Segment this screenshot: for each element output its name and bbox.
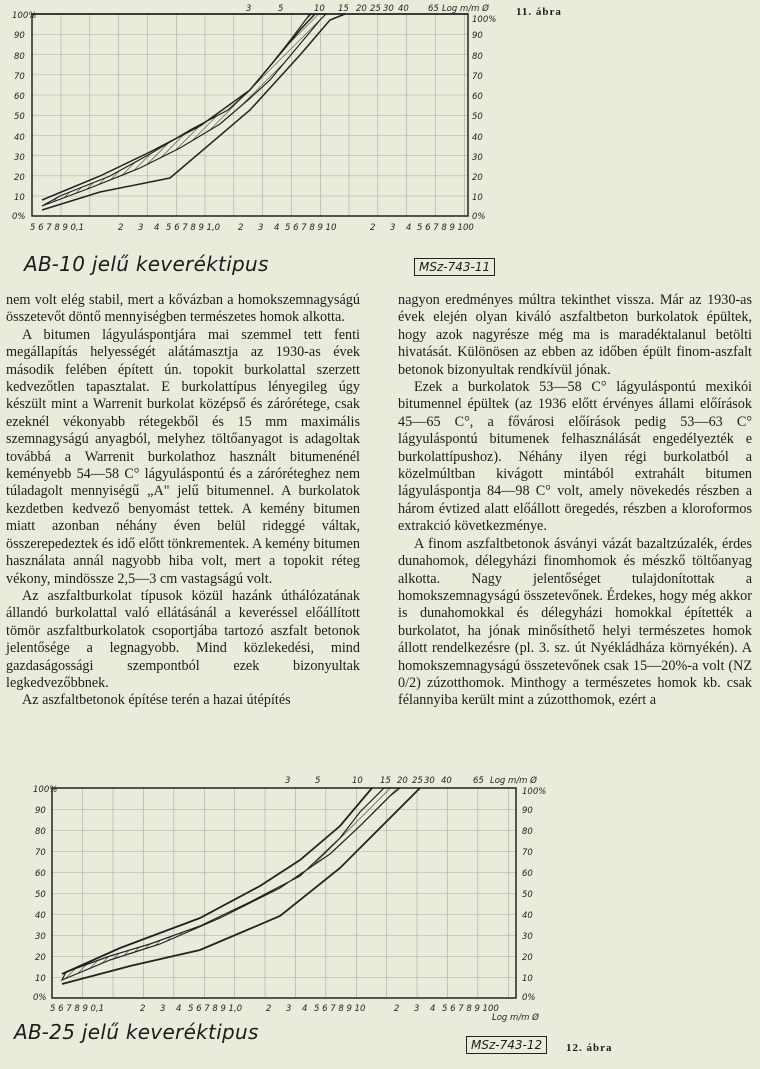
paragraph: Az aszfaltburkolat típusok közül hazánk úthálózatának állandó burkolattal való ellátásánál a keveréssel előállított tömör aszfaltburkolatok csoportjába tartozó aszfalt betonok jelentősége a legnagyobb. Mind közlekedési, mind gazdaságossági szempontból ezek bizonyultak legkedvezőbbnek.: [6, 587, 360, 691]
fig2-bottom-tick: 3: [414, 1004, 420, 1014]
fig2-top-tick: 40: [441, 776, 452, 786]
fig1-ytick-right: 70: [472, 72, 483, 82]
fig2-bottom-tick: 2: [394, 1004, 400, 1014]
fig1-ytick-right: 30: [472, 153, 483, 163]
paragraph: Az aszfaltbetonok építése terén a hazai útépítés: [22, 692, 291, 709]
fig2-ytick-right: 40: [522, 911, 533, 921]
fig1-ytick-right: 90: [472, 31, 483, 41]
fig2-ytick-right: 10: [522, 974, 533, 984]
fig1-bottom-tick: 3: [258, 223, 264, 233]
paragraph: nem volt elég stabil, mert a kővázban a homokszemnagyságú összetevőt döntő mennyiségben természetes homok alkotta.: [6, 292, 360, 326]
fig2-bottom-tick: 5 6 7 8 9 10: [314, 1004, 366, 1014]
paragraph: Ezek a burkolatok 53—58 C° lágyuláspontú mexikói bitumennel épültek (az 1936 előtt érvényes állami előírások 45—65 C°, a fővárosi előírások pedig 53—63 C° lágyuláspontú bitumenek felhasználását engedélyezték e burkolattípushoz). Néhány ilyen régi burkolatból a közelmúltban kivágott mintából extrahált bitumen lágyuláspontja 84—98 C° volt, amely növekedés részben a három évtized alatt előállott öregedés, részben a kloroformos extrakció következménye.: [398, 379, 752, 535]
fig1-top-tick: 25: [370, 4, 381, 14]
fig2-ytick: 60: [35, 869, 46, 879]
fig2-ytick: 80: [35, 827, 46, 837]
fig2-top-tick: 65: [473, 776, 484, 786]
fig1-bottom-tick: 5 6 7 8 9 1,0: [166, 223, 221, 233]
fig2-ytick: 70: [35, 848, 46, 858]
fig2-ytick: 20: [35, 953, 46, 963]
fig2-ytick-right: 30: [522, 932, 533, 942]
fig2-bottom-tick: 4: [430, 1004, 436, 1014]
fig1-bottom-tick: 3: [390, 223, 396, 233]
fig1-ytick-right: 0%: [472, 212, 486, 222]
fig2-ytick: 10: [35, 974, 46, 984]
fig2-ytick: 90: [35, 806, 46, 816]
fig1-ytick: 10: [14, 193, 25, 203]
fig1-top-tick: 65: [428, 4, 439, 14]
fig1-ytick: 60: [14, 92, 25, 102]
fig1-top-tick: 20: [356, 4, 367, 14]
fig1-bottom-tick: 2: [370, 223, 376, 233]
fig1-bottom-tick: 2: [238, 223, 244, 233]
fig2-ytick-right: 0%: [522, 993, 536, 1003]
figure-11-chart: [0, 0, 760, 285]
fig1-top-tick: 10: [314, 4, 325, 14]
fig2-bottom-tick: 3: [286, 1004, 292, 1014]
fig1-title: AB-10 jelű keveréktipus: [24, 252, 269, 276]
fig2-top-tick: 30: [424, 776, 435, 786]
paragraph: A finom aszfaltbetonok ásványi vázát bazaltzúzalék, érdes dunahomok, délegyházi finomhomok és mészkő töltőanyag alkotta. Nagy jelentőséget tulajdonítottak a homokszemnagyságú összetevőnek. Érdekes, hogy még akkor is dunahomokkal és délegyházi homokkal építették a burkolatot, ha jónak minősíthető helyi természetes homok állott rendelkezésre (pl. 3. sz. út Nyékládháza környékén). A homokszemnagyságú összetevőnek csak 15—20%-a volt (NZ 0/2) zúzotthomok. Minthogy a természetes homok kb. csak félannyiba került mint a zúzotthomok, ezért a: [398, 535, 752, 709]
fig1-ytick-right: 100%: [472, 15, 497, 25]
fig2-top-tick: 10: [352, 776, 363, 786]
fig2-bottom-tick: 3: [160, 1004, 166, 1014]
fig1-top-tick: 40: [398, 4, 409, 14]
fig2-ytick-right: 80: [522, 827, 533, 837]
fig1-top-tick: 30: [383, 4, 394, 14]
fig1-bottom-axis: [30, 223, 474, 233]
paragraph: A bitumen lágyuláspontjára mai szemmel tett fenti megállapítás helyességét alátámasztja az 1930-as évek második felében épített ún. topokit burkolattal szerzett kedvezőtlen tapasztalat. E burkolattípus lényegileg úgy készült mint a Warrenit burkolat középső és zárórétege, csak ezeknél vékonyabb rétegekből és 15 mm maximális szemnagyságú anyagból, melyhez töltőanyagot is adagoltak továbbá a Warrenit burkolathoz használt bitumenénél keményebb 54—58 C° lágyuláspontú és a záróréteghez nem túladagolt mennyiségű „A" jelű bitumennel. A burkolatok kezdetben kedvező benyomást tettek. A kemény bitumen miatt azonban néhány éven belül rideggé váltak, összerepedeztek és idő előtt tönkrementek. A kemény bitumen használata annál nagyobb hiba volt, mert a topokit réteg vékony, mindössze 2,5—3 cm vastagságú volt.: [6, 326, 360, 587]
fig1-ytick-right: 40: [472, 133, 483, 143]
left-text-column: [6, 292, 360, 710]
fig2-ytick: 0%: [33, 993, 47, 1003]
fig2-ytick-right: 70: [522, 848, 533, 858]
fig2-bottom-tick: 5 6 7 8 9 0,1: [50, 1004, 105, 1014]
fig2-yaxis-right: [522, 787, 546, 1003]
fig1-top-tick: 15: [338, 4, 349, 14]
fig2-title: AB-25 jelű keveréktipus: [14, 1020, 259, 1044]
fig2-bottom-tick: 5 6 7 8 9 1,0: [188, 1004, 243, 1014]
fig1-ytick: 50: [14, 112, 25, 122]
fig2-bottom-tick: 4: [176, 1004, 182, 1014]
fig1-ytick-right: 80: [472, 52, 483, 62]
fig1-bottom-tick: 4: [406, 223, 412, 233]
paragraph: nagyon eredményes múltra tekinthet vissza. Már az 1930-as évek elején olyan kiváló aszfaltbeton burkolatok épültek, hogy azok nagyrésze még ma is maradéktalanul betölti hivatását. Különösen az ebben az időben épült finom-aszfalt betonok bizonyultak rendkívül jónak.: [398, 292, 752, 378]
fig1-ytick-right: 50: [472, 112, 483, 122]
fig1-top-tick: 3: [246, 4, 252, 14]
fig1-top-tick: 5: [278, 4, 284, 14]
fig2-top-tick: 25: [412, 776, 423, 786]
fig2-standard: MSz-743-12: [466, 1036, 547, 1054]
fig2-ytick-right: 20: [522, 953, 533, 963]
fig2-top-unit: Log m/m Ø: [490, 776, 537, 786]
fig2-top-tick: 5: [315, 776, 321, 786]
fig1-ytick: 70: [14, 72, 25, 82]
fig1-bottom-tick: 2: [118, 223, 124, 233]
fig2-bottom-unit: Log m/m Ø: [492, 1013, 539, 1023]
fig1-yaxis-right: [472, 15, 496, 222]
fig1-standard: MSz-743-11: [414, 258, 495, 276]
fig1-bottom-tick: 5 6 7 8 9 0,1: [30, 223, 85, 233]
fig1-bottom-tick: 5 6 7 8 9 10: [285, 223, 337, 233]
fig2-ytick: 100%: [33, 785, 58, 795]
fig2-ytick-right: 60: [522, 869, 533, 879]
fig2-top-tick: 15: [380, 776, 391, 786]
fig2-bottom-tick: 5 6 7 8 9 100: [442, 1004, 499, 1014]
fig1-ytick-right: 60: [472, 92, 483, 102]
fig2-ytick-right: 100%: [522, 787, 547, 797]
fig2-ytick-right: 50: [522, 890, 533, 900]
fig1-ytick: 20: [14, 173, 25, 183]
fig2-top-tick: 3: [285, 776, 291, 786]
fig1-ytick-right: 20: [472, 173, 483, 183]
fig1-ytick: 90: [14, 31, 25, 41]
fig2-ytick: 40: [35, 911, 46, 921]
fig1-ytick: 100%: [12, 11, 37, 21]
fig1-bottom-tick: 4: [274, 223, 280, 233]
fig1-bottom-tick: 4: [154, 223, 160, 233]
fig2-ytick-right: 90: [522, 806, 533, 816]
fig1-top-axis: [246, 3, 489, 14]
fig2-number: 12. ábra: [566, 1042, 613, 1054]
fig1-number: 11. ábra: [516, 6, 562, 18]
fig2-top-axis: [285, 775, 537, 786]
fig2-bottom-tick: 2: [266, 1004, 272, 1014]
right-text-column: [398, 292, 752, 710]
fig1-ytick-right: 10: [472, 193, 483, 203]
fig1-top-unit: Log m/m Ø: [442, 4, 489, 14]
fig1-ytick: 80: [14, 52, 25, 62]
fig2-ytick: 50: [35, 890, 46, 900]
fig1-bottom-tick: 5 6 7 8 9 100: [417, 223, 474, 233]
fig1-ytick: 40: [14, 133, 25, 143]
fig1-ytick: 0%: [12, 212, 26, 222]
fig2-top-tick: 20: [397, 776, 408, 786]
fig1-ytick: 30: [14, 153, 25, 163]
fig2-ytick: 30: [35, 932, 46, 942]
fig1-bottom-tick: 3: [138, 223, 144, 233]
fig2-bottom-tick: 2: [140, 1004, 146, 1014]
fig2-bottom-tick: 4: [302, 1004, 308, 1014]
